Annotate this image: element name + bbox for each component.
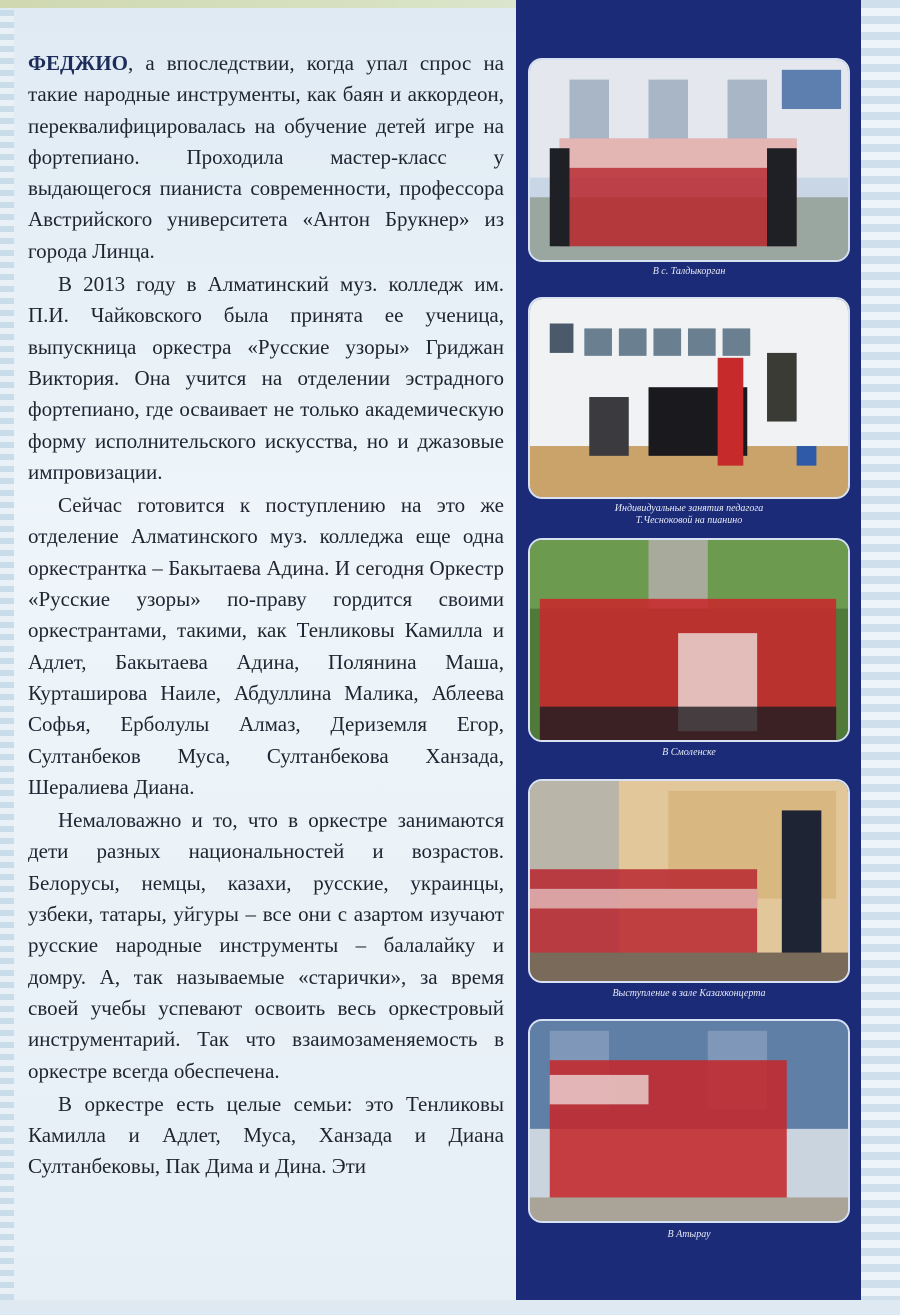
- lead-word: ФЕДЖИО: [28, 51, 128, 75]
- photo-caption-3: В Смоленске: [662, 747, 716, 758]
- paragraph-4: Немаловажно и то, что в оркестре занимаются дети разных национальностей и возрастов. Белорусы, немцы, казахи, русские, украинцы, узбеки, татары, уйгуры – все они с азартом изучают русские народные инструменты – балалайку и домру. А, так называемые «старички», за время своей учебы успевают освоить весь оркестровый инструментарий. Так что взаимозаменяемость в оркестре всегда обеспечена.: [28, 808, 504, 1083]
- paragraph-1: [28, 48, 504, 267]
- paragraph-3: Сейчас готовится к поступлению на это же отделение Алматинского муз. колледжа еще одна оркестрантка – Бакытаева Адина. И сегодня Оркестр «Русские узоры» по-праву гордится своими оркестрантами, такими, как Тенликовы Камилла и Адлет, Бакытаева Адина, Полянина Маша, Курташирова Наиле, Абдуллина Малика, Аблеева Софья, Ерболулы Алмаз, Дериземля Егор, Султанбеков Муса, Султанбекова Ханзада, Шералиева Диана.: [28, 493, 504, 799]
- paragraph-2: В 2013 году в Алматинский муз. колледж им. П.И. Чайковского была принята ее ученица, выпускница оркестра «Русские узоры» Гриджан Виктория. Она учится на отделении эстрадного фортепиано, где осваивает не только академическую форму исполнительского искусства, но и джазовые импровизации.: [28, 272, 504, 484]
- photo-caption-2: Индивидуальные занятия педагога Т.Чесноковой на пианино: [614, 503, 764, 526]
- photo-concert-hall: [528, 779, 850, 983]
- photo-caption-5: В Атырау: [667, 1229, 711, 1240]
- photo-piano-class: [528, 297, 850, 499]
- right-decor-border: [861, 0, 900, 1315]
- photo-caption-1: В с. Талдыкорган: [652, 266, 726, 277]
- left-decor-border: [0, 10, 14, 1310]
- photo-choir-outdoor: [528, 58, 850, 262]
- photo-group-smolensk: [528, 538, 850, 742]
- bottom-decor-strip: [0, 1300, 900, 1315]
- photo-group-atyrau: [528, 1019, 850, 1223]
- article-text: [28, 48, 504, 1183]
- paragraph-1-text: , а впоследствии, когда упал спрос на такие народные инструменты, как баян и аккордеон, переквалифицировалась на обучение детей игре на фортепиано. Проходила мастер-класс у выдающегося пианиста современности, профессора Австрийского университета «Антон Брукнер» из города Линца.: [28, 51, 504, 263]
- paragraph-5: В оркестре есть целые семьи: это Тенликовы Камилла и Адлет, Муса, Ханзада и Диана Султанбековы, Пак Дима и Дина. Эти: [28, 1091, 504, 1179]
- photo-caption-4: Выступление в зале Казахконцерта: [612, 988, 766, 999]
